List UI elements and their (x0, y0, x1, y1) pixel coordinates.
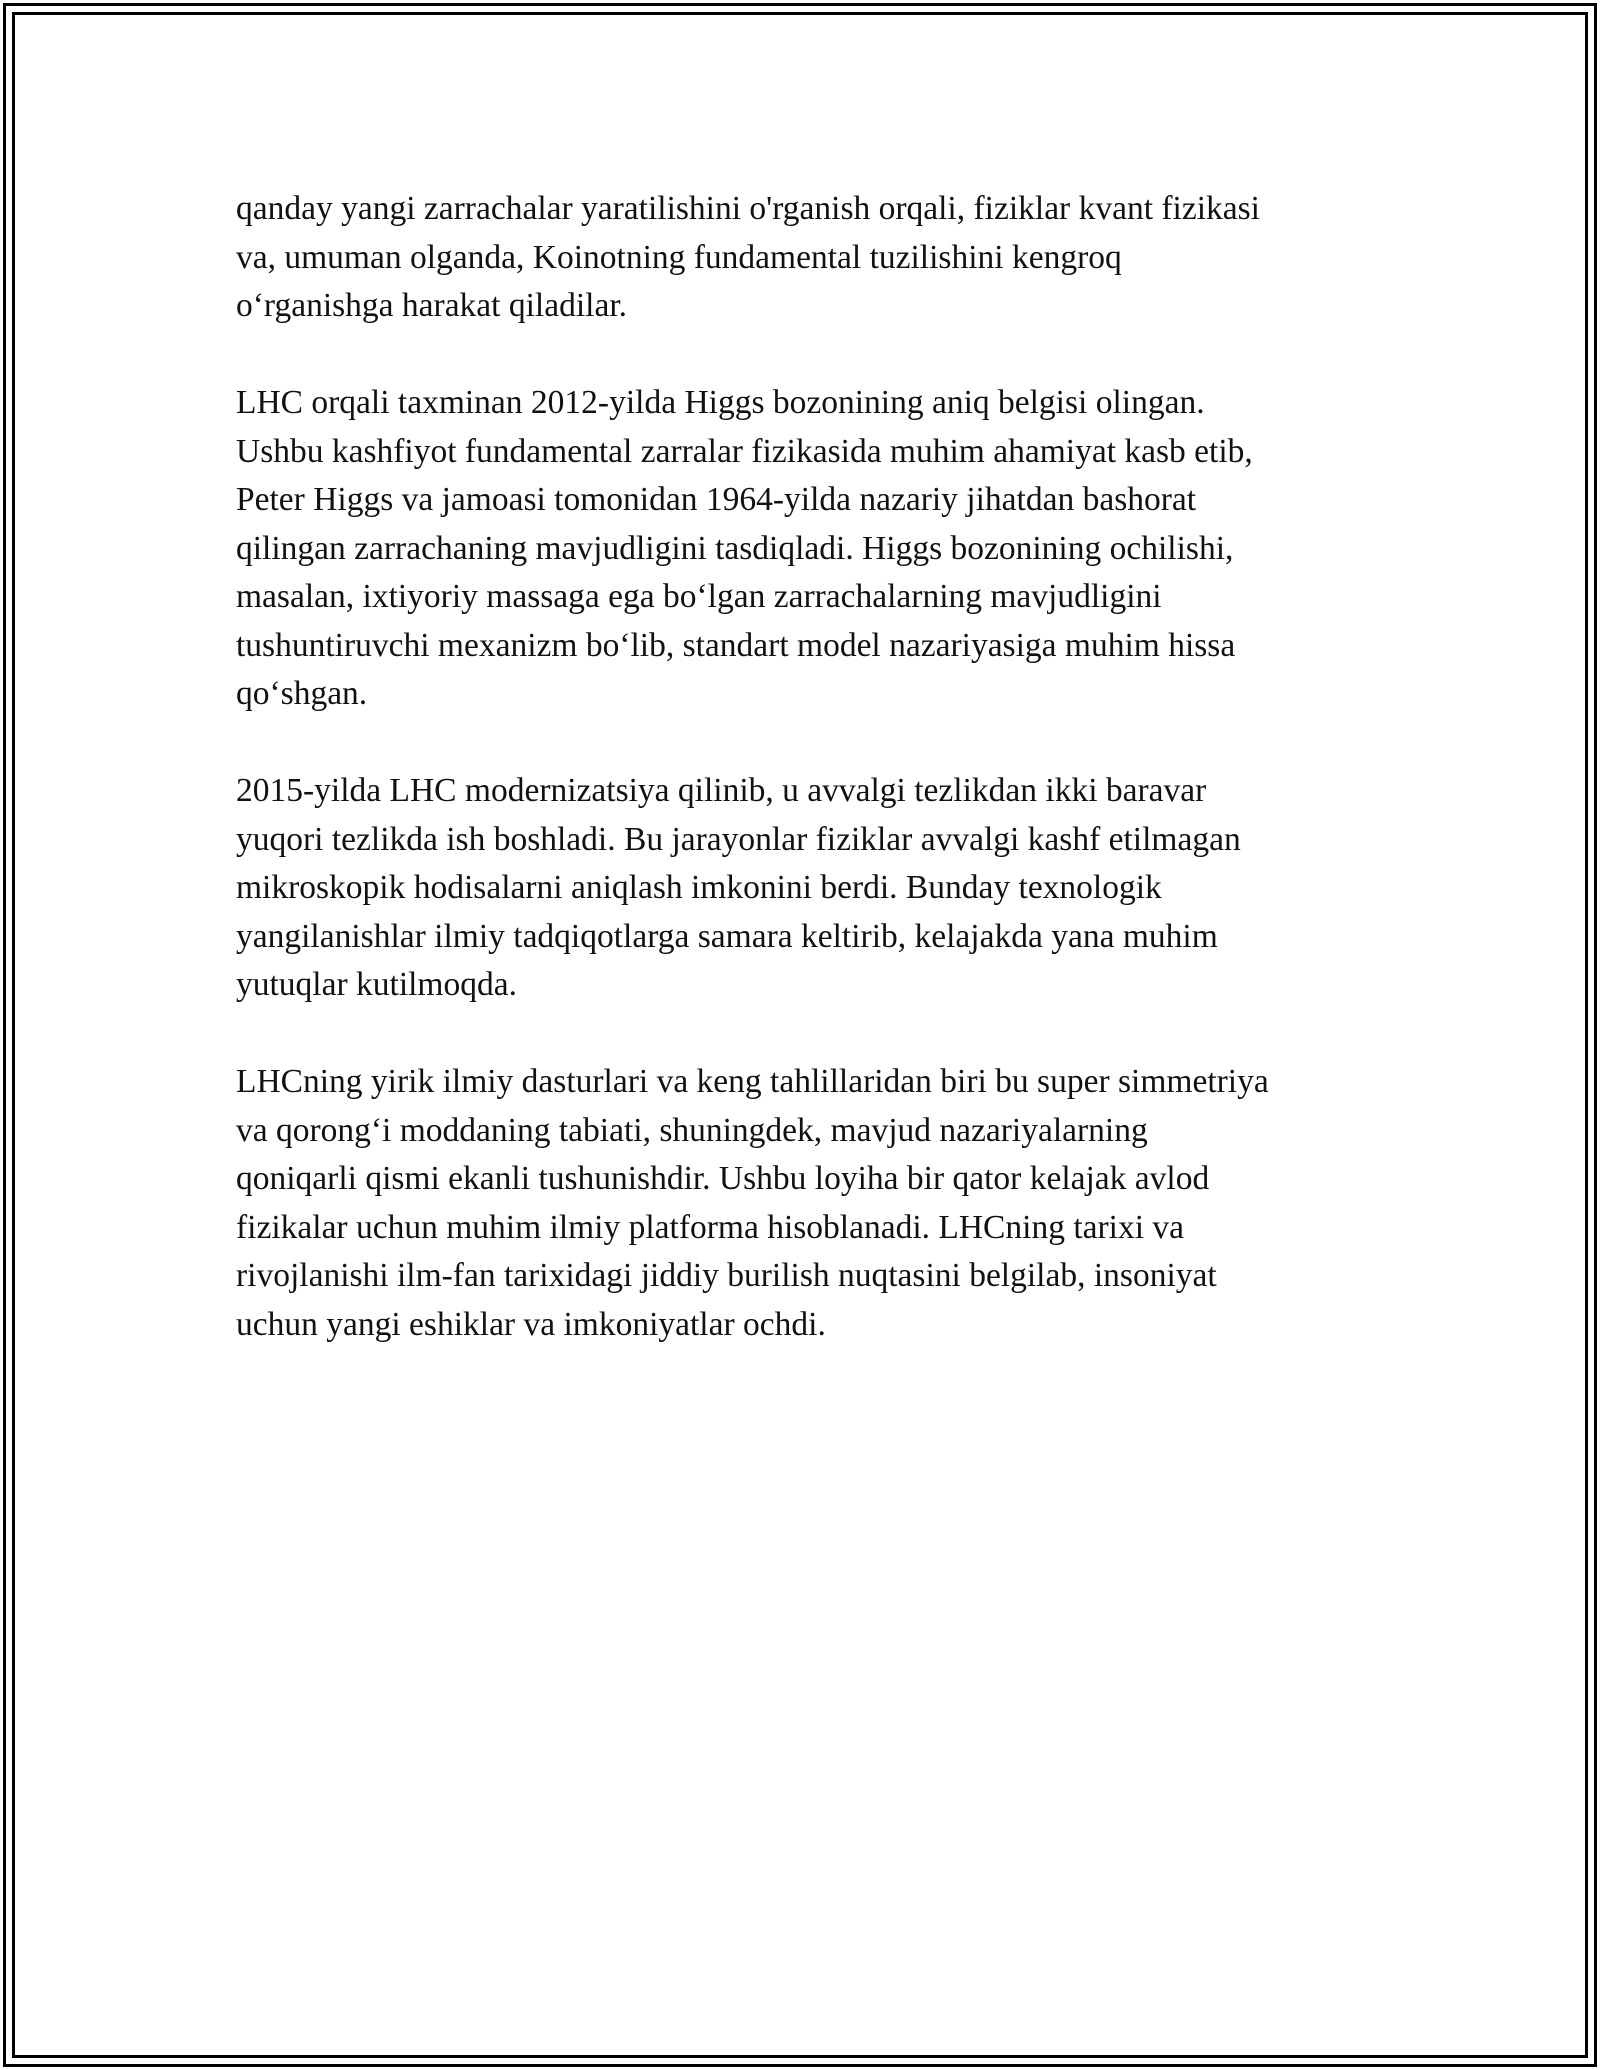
text-line: LHC orqali taxminan 2012-yilda Higgs bozonining aniq belgisi olingan. (236, 384, 1205, 421)
document-body (236, 185, 1386, 1398)
text-line: va, umuman olganda, Koinotning fundamental tuzilishini kengroq (236, 238, 1122, 276)
text-line: yuqori tezlikda ish boshladi. Bu jarayonlar fiziklar avvalgi kashf etilmagan (236, 820, 1241, 858)
text-line: masalan, ixtiyoriy massaga ega bo‘lgan zarrachalarning mavjudligini (236, 578, 1162, 615)
text-line: fizikalar uchun muhim ilmiy platforma hisoblanadi. LHCning tarixi va (236, 1208, 1185, 1246)
text-line: o‘rganishga harakat qiladilar. (236, 287, 628, 324)
text-line: 2015-yilda LHC modernizatsiya qilinib, u avvalgi tezlikdan ikki baravar (236, 772, 1207, 809)
text-line: qoniqarli qismi ekanli tushunishdir. Ushbu loyiha bir qator kelajak avlod (236, 1160, 1210, 1197)
paragraph-2 (236, 379, 1386, 719)
text-line: va qorong‘i moddaning tabiati, shuningdek, mavjud nazariyalarning (236, 1111, 1148, 1149)
text-line: yutuqlar kutilmoqda. (236, 966, 517, 1003)
text-line: qilingan zarrachaning mavjudligini tasdiqladi. Higgs bozonining ochilishi, (236, 529, 1234, 567)
paragraph-4 (236, 1058, 1386, 1349)
text-line: Ushbu kashfiyot fundamental zarralar fizikasida muhim ahamiyat kasb etib, (236, 432, 1253, 470)
text-line: LHCning yirik ilmiy dasturlari va keng tahlillaridan biri bu super simmetriya (236, 1063, 1269, 1100)
text-line: Peter Higgs va jamoasi tomonidan 1964-yilda nazariy jihatdan bashorat (236, 481, 1197, 518)
text-line: mikroskopik hodisalarni aniqlash imkonini berdi. Bunday texnologik (236, 869, 1162, 906)
text-line: uchun yangi eshiklar va imkoniyatlar ochdi. (236, 1305, 826, 1343)
paragraph-1 (236, 185, 1386, 331)
text-line: rivojlanishi ilm-fan tarixidagi jiddiy burilish nuqtasini belgilab, insoniyat (236, 1257, 1217, 1294)
paragraph-3 (236, 767, 1386, 1010)
text-line: tushuntiruvchi mexanizm bo‘lib, standart model nazariyasiga muhim hissa (236, 626, 1236, 664)
text-line: yangilanishlar ilmiy tadqiqotlarga samara keltirib, kelajakda yana muhim (236, 917, 1218, 955)
text-line: qanday yangi zarrachalar yaratilishini o'rganish orqali, fiziklar kvant fizikasi (236, 190, 1260, 227)
text-line: qo‘shgan. (236, 675, 368, 712)
